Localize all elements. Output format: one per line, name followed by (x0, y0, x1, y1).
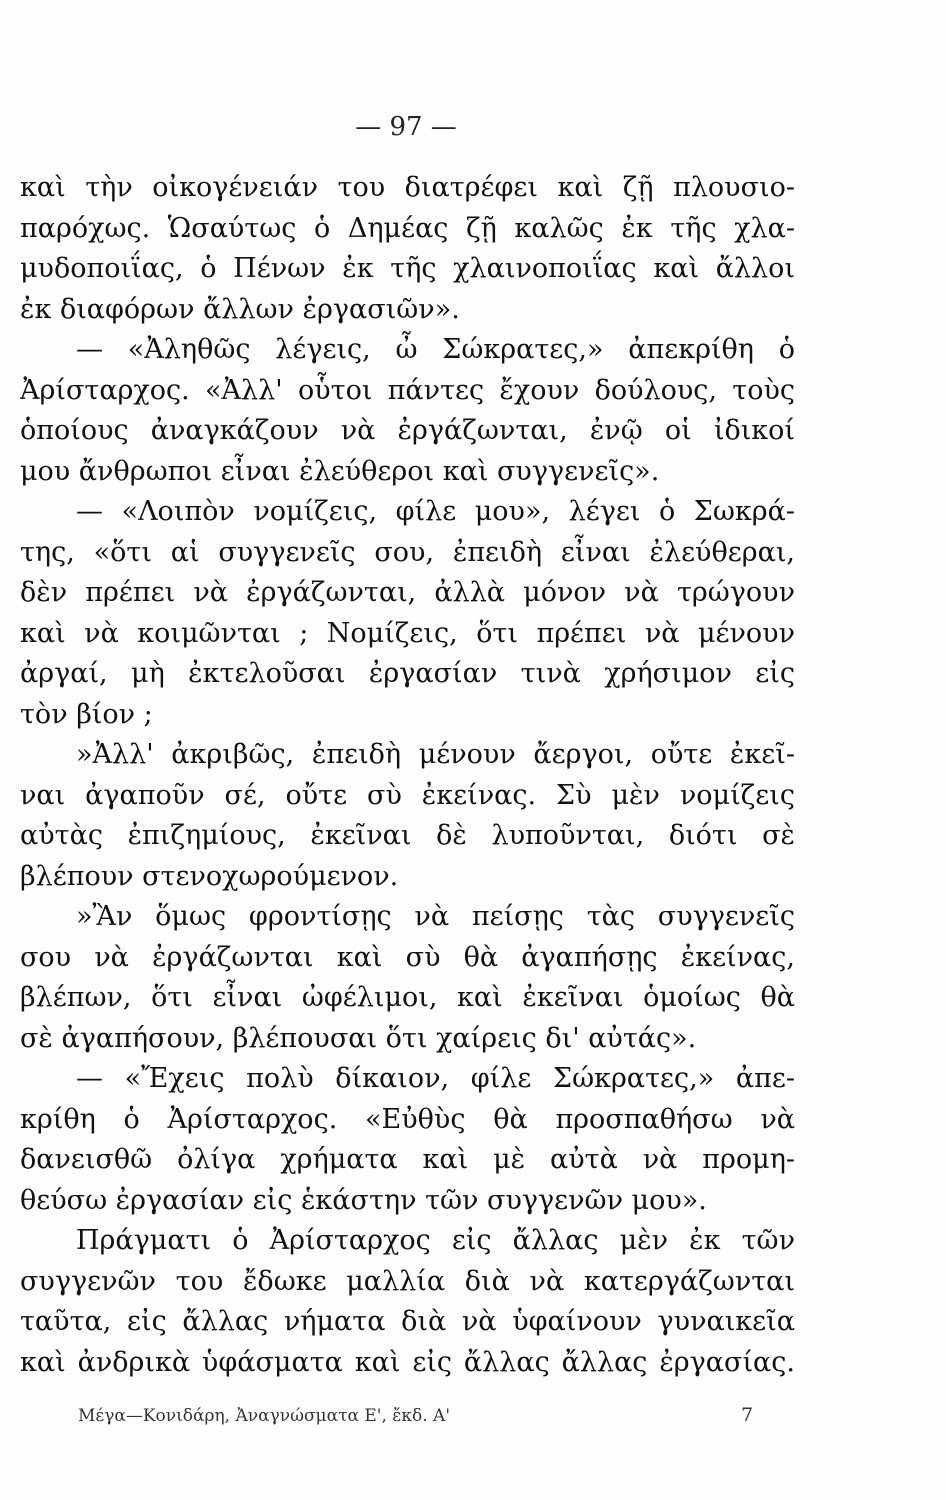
body-text (20, 168, 795, 1383)
text-line: καὶ νὰ κοιμῶνται ; Νομίζεις, ὅτι πρέπει νὰ μένουν (20, 617, 795, 649)
text-line: ἀργαί, μὴ ἐκτελοῦσαι ἐργασίαν τινὰ χρήσιμον εἰς (20, 658, 795, 689)
text-line: της, «ὅτι αἱ συγγενεῖς σου, ἐπειδὴ εἶναι ἐλεύθεραι, (20, 536, 795, 568)
text-line: βλέπουν στενοχωρούμενον. (20, 860, 399, 892)
text-line: ναι ἀγαποῦν σέ, οὔτε σὺ ἐκείνας. Σὺ μὲν νομίζεις (20, 779, 795, 811)
text-line: — «Ἔχεις πολὺ δίκαιον, φίλε Σώκρατες,» ἀπε- (76, 1063, 795, 1094)
text-line: κρίθη ὁ Ἀρίσταρχος. «Εὐθὺς θὰ προσπαθήσω νὰ (20, 1103, 795, 1135)
signature-mark: 7 (741, 1404, 754, 1426)
text-line: τὸν βίον ; (20, 698, 153, 730)
text-line: ὁποίους ἀναγκάζουν νὰ ἐργάζωνται, ἐνῷ οἱ ἰδικοί (20, 415, 795, 446)
text-line: συγγενῶν του ἔδωκε μαλλία διὰ νὰ κατεργάζωνται (20, 1265, 795, 1297)
text-line: — «Ἀληθῶς λέγεις, ὦ Σώκρατες,» ἀπεκρίθη ὁ (76, 334, 795, 365)
text-line: — «Λοιπὸν νομίζεις, φίλε μου», λέγει ὁ Σωκρά- (76, 496, 795, 527)
text-line: παρόχως. Ὡσαύτως ὁ Δημέας ζῇ καλῶς ἐκ τῆς χλα- (20, 212, 795, 244)
text-line: σὲ ἀγαπήσουν, βλέπουσαι ὅτι χαίρεις δι' αὐτάς». (20, 1022, 697, 1054)
text-line: »Ἂν ὅμως φροντίσῃς νὰ πείσῃς τὰς συγγενεῖς (76, 901, 795, 932)
text-line: »Ἀλλ' ἀκριβῶς, ἐπειδὴ μένουν ἄεργοι, οὔτε ἐκεῖ- (76, 739, 795, 770)
text-line: ταῦτα, εἰς ἄλλας νήματα διὰ νὰ ὑφαίνουν γυναικεῖα (20, 1306, 795, 1337)
footer-source: Μέγα—Κονιδάρη, Ἀναγνώσματα Ε', ἔκδ. Α' (78, 1406, 450, 1426)
text-line: αὐτὰς ἐπιζημίους, ἐκεῖναι δὲ λυποῦνται, διότι σὲ (20, 820, 795, 851)
text-line: δανεισθῶ ὀλίγα χρήματα καὶ μὲ αὐτὰ νὰ προμη- (20, 1144, 795, 1175)
text-line: βλέπων, ὅτι εἶναι ὠφέλιμοι, καὶ ἐκεῖναι ὁμοίως θὰ (20, 982, 795, 1013)
text-line: καὶ τὴν οἰκογένειάν του διατρέφει καὶ ζῇ πλουσιο- (20, 172, 795, 203)
text-line: θεύσω ἐργασίαν εἰς ἑκάστην τῶν συγγενῶν μου». (20, 1184, 707, 1216)
text-line: μυδοποιΐας, ὁ Πένων ἐκ τῆς χλαινοποιΐας καὶ ἄλλοι (20, 253, 795, 284)
page-number: — 97 — (355, 112, 457, 142)
text-line: καὶ ἀνδρικὰ ὑφάσματα καὶ εἰς ἄλλας ἄλλας ἐργασίας. (20, 1346, 795, 1378)
text-line: δὲν πρέπει νὰ ἐργάζωνται, ἀλλὰ μόνον νὰ τρώγουν (20, 577, 795, 608)
text-line: Πράγματι ὁ Ἀρίσταρχος εἰς ἄλλας μὲν ἐκ τῶν (76, 1225, 795, 1256)
text-line: σου νὰ ἐργάζωνται καὶ σὺ θὰ ἀγαπήσῃς ἐκείνας, (20, 941, 795, 973)
text-line: μου ἄνθρωποι εἶναι ἐλεύθεροι καὶ συγγενεῖς». (20, 455, 660, 487)
text-line: Ἀρίσταρχος. «Ἀλλ' οὗτοι πάντες ἔχουν δούλους, τοὺς (20, 374, 795, 406)
text-line: ἐκ διαφόρων ἄλλων ἐργασιῶν». (20, 293, 460, 325)
